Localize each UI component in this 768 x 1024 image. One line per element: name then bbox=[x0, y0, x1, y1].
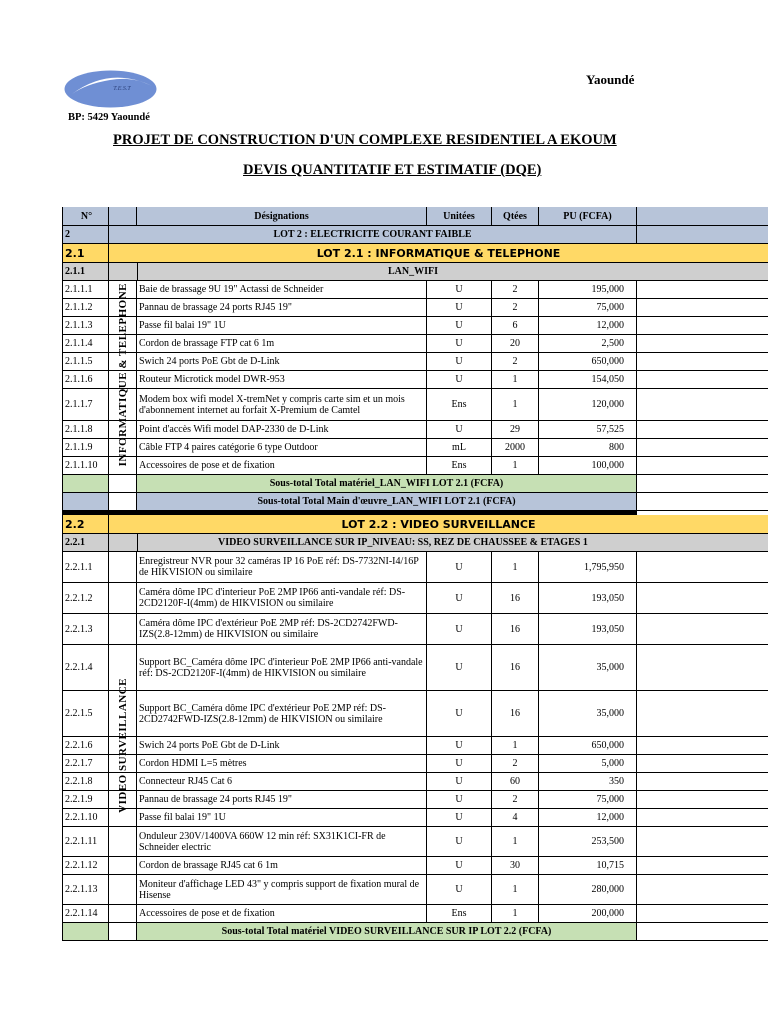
item-quantity: 2000 bbox=[492, 439, 539, 456]
item-number: 2.2.1.3 bbox=[62, 614, 109, 644]
item-unit: U bbox=[427, 827, 492, 856]
item-designation: Accessoires de pose et de fixation bbox=[137, 457, 427, 474]
item-designation: Swich 24 ports PoE Gbt de D-Link bbox=[137, 737, 427, 754]
item-number: 2.2.1.4 bbox=[62, 645, 109, 690]
item-designation: Support BC_Caméra dôme IPC d'extérieur PoE 2MP réf: DS-2CD2742FWD-IZS(2.8-12mm) de HIKVISION ou similaire bbox=[137, 691, 427, 736]
item-row bbox=[62, 335, 768, 353]
item-designation: Onduleur 230V/1400VA 660W 12 min réf: SX31K1CI-FR de Schneider electric bbox=[137, 827, 427, 856]
item-number: 2.2.1.14 bbox=[62, 905, 109, 922]
item-row bbox=[62, 583, 768, 614]
item-designation: Cordon HDMI L=5 mètres bbox=[137, 755, 427, 772]
item-unit: U bbox=[427, 737, 492, 754]
item-unit-price: 57,525 bbox=[539, 421, 637, 438]
subtotal-material-label: Sous-total Total matériel VIDEO SURVEILLANCE SUR IP LOT 2.2 (FCFA) bbox=[137, 923, 637, 940]
item-unit: Ens bbox=[427, 457, 492, 474]
item-quantity: 29 bbox=[492, 421, 539, 438]
item-quantity: 1 bbox=[492, 905, 539, 922]
item-number: 2.2.1.7 bbox=[62, 755, 109, 772]
table-header bbox=[62, 207, 768, 226]
vertical-label-video: VIDEO SURVEILLANCE bbox=[117, 677, 129, 813]
company-logo bbox=[64, 70, 157, 108]
item-unit-price: 193,050 bbox=[539, 614, 637, 644]
section-2-2-1-label: VIDEO SURVEILLANCE SUR IP_NIVEAU: SS, REZ DE CHAUSSEE & ETAGES 1 bbox=[137, 534, 768, 551]
item-row bbox=[62, 827, 768, 857]
item-unit: U bbox=[427, 809, 492, 826]
subtotal-material-row bbox=[62, 475, 768, 493]
item-row bbox=[62, 421, 768, 439]
item-unit: U bbox=[427, 281, 492, 298]
item-unit-price: 75,000 bbox=[539, 299, 637, 316]
item-unit: U bbox=[427, 645, 492, 690]
item-row bbox=[62, 875, 768, 905]
item-designation: Enregistreur NVR pour 32 caméras IP 16 PoE réf: DS-7732NI-I4/16P de HIKVISION ou similaire bbox=[137, 552, 427, 582]
item-unit-price: 195,000 bbox=[539, 281, 637, 298]
item-quantity: 16 bbox=[492, 645, 539, 690]
item-unit-price: 154,050 bbox=[539, 371, 637, 388]
vertical-label-cell bbox=[109, 281, 137, 511]
item-unit-price: 5,000 bbox=[539, 755, 637, 772]
item-unit-price: 650,000 bbox=[539, 737, 637, 754]
item-quantity: 1 bbox=[492, 875, 539, 904]
item-quantity: 16 bbox=[492, 691, 539, 736]
item-designation: Câble FTP 4 paires catégorie 6 type Outdoor bbox=[137, 439, 427, 456]
item-row bbox=[62, 371, 768, 389]
item-designation: Modem box wifi model X-tremNet y compris carte sim et un mois d'abonnement internet au forfait X-Premium de Camtel bbox=[137, 389, 427, 420]
section-2-2-1-row bbox=[62, 534, 768, 552]
item-unit: U bbox=[427, 317, 492, 334]
item-quantity: 2 bbox=[492, 791, 539, 808]
item-unit: U bbox=[427, 335, 492, 352]
item-unit: U bbox=[427, 353, 492, 370]
item-quantity: 2 bbox=[492, 299, 539, 316]
item-row bbox=[62, 645, 768, 691]
item-quantity: 2 bbox=[492, 353, 539, 370]
lot-2-label: LOT 2 : ELECTRICITE COURANT FAIBLE bbox=[109, 226, 637, 243]
item-number: 2.2.1.5 bbox=[62, 691, 109, 736]
subtotal-material-row bbox=[62, 923, 768, 941]
item-unit-price: 120,000 bbox=[539, 389, 637, 420]
item-number: 2.2.1.9 bbox=[62, 791, 109, 808]
logo-text: T.E.S.T bbox=[113, 86, 131, 92]
item-number: 2.2.1.2 bbox=[62, 583, 109, 613]
col-qty: Qtées bbox=[492, 207, 539, 225]
item-designation: Moniteur d'affichage LED 43" y compris support de fixation mural de Hisense bbox=[137, 875, 427, 904]
item-number: 2.2.1.11 bbox=[62, 827, 109, 856]
item-unit: U bbox=[427, 583, 492, 613]
item-quantity: 1 bbox=[492, 827, 539, 856]
item-unit: U bbox=[427, 875, 492, 904]
item-designation: Swich 24 ports PoE Gbt de D-Link bbox=[137, 353, 427, 370]
item-designation: Cordon de brassage RJ45 cat 6 1m bbox=[137, 857, 427, 874]
lot-2-1-row bbox=[62, 244, 768, 263]
col-spacer bbox=[109, 207, 137, 225]
subtotal-material-label: Sous-total Total matériel_LAN_WIFI LOT 2.1 (FCFA) bbox=[137, 475, 637, 492]
item-unit-price: 2,500 bbox=[539, 335, 637, 352]
item-designation: Caméra dôme IPC d'interieur PoE 2MP IP66 anti-vandale réf: DS-2CD2120F-I(4mm) de HIKVISION ou similaire bbox=[137, 583, 427, 613]
document-title: DEVIS QUANTITATIF ET ESTIMATIF (DQE) bbox=[243, 162, 542, 178]
item-number: 2.1.1.1 bbox=[62, 281, 109, 298]
item-unit: U bbox=[427, 371, 492, 388]
item-number: 2.2.1.8 bbox=[62, 773, 109, 790]
item-designation: Passe fil balai 19" 1U bbox=[137, 809, 427, 826]
subtotal-labour-row bbox=[62, 493, 768, 511]
col-unit-price: PU (FCFA) bbox=[539, 207, 637, 225]
item-unit-price: 75,000 bbox=[539, 791, 637, 808]
item-quantity: 20 bbox=[492, 335, 539, 352]
subtotal-number bbox=[62, 493, 109, 510]
item-unit: U bbox=[427, 773, 492, 790]
item-designation: Caméra dôme IPC d'extérieur PoE 2MP réf: DS-2CD2742FWD-IZS(2.8-12mm) de HIKVISION ou similaire bbox=[137, 614, 427, 644]
subtotal-labour-label: Sous-total Total Main d'œuvre_LAN_WIFI LOT 2.1 (FCFA) bbox=[137, 493, 637, 510]
item-unit-price: 12,000 bbox=[539, 317, 637, 334]
item-row bbox=[62, 389, 768, 421]
item-number: 2.2.1.1 bbox=[62, 552, 109, 582]
item-number: 2.1.1.4 bbox=[62, 335, 109, 352]
item-quantity: 1 bbox=[492, 457, 539, 474]
lot-2-row bbox=[62, 226, 768, 244]
item-unit-price: 1,795,950 bbox=[539, 552, 637, 582]
item-row bbox=[62, 299, 768, 317]
item-unit: U bbox=[427, 791, 492, 808]
postal-box: BP: 5429 Yaoundé bbox=[68, 112, 150, 123]
subtotal-number bbox=[62, 923, 109, 940]
item-quantity: 4 bbox=[492, 809, 539, 826]
lot-2-2-row bbox=[62, 515, 768, 534]
item-number: 2.2.1.10 bbox=[62, 809, 109, 826]
col-number: N° bbox=[62, 207, 109, 225]
item-row bbox=[62, 552, 768, 583]
item-designation: Support BC_Caméra dôme IPC d'interieur PoE 2MP IP66 anti-vandale réf: DS-2CD2120F-I(4mm) de HIKVISION ou similaire bbox=[137, 645, 427, 690]
item-designation: Connecteur RJ45 Cat 6 bbox=[137, 773, 427, 790]
item-unit-price: 193,050 bbox=[539, 583, 637, 613]
subtotal-number bbox=[62, 475, 109, 492]
item-row bbox=[62, 737, 768, 755]
city-label: Yaoundé bbox=[586, 72, 635, 87]
item-unit: Ens bbox=[427, 905, 492, 922]
item-number: 2.1.1.6 bbox=[62, 371, 109, 388]
item-unit: U bbox=[427, 691, 492, 736]
item-number: 2.2.1.13 bbox=[62, 875, 109, 904]
item-unit-price: 35,000 bbox=[539, 691, 637, 736]
item-row bbox=[62, 905, 768, 923]
item-unit: U bbox=[427, 755, 492, 772]
item-number: 2.1.1.3 bbox=[62, 317, 109, 334]
item-unit-price: 35,000 bbox=[539, 645, 637, 690]
item-number: 2.1.1.7 bbox=[62, 389, 109, 420]
item-designation: Passe fil balai 19" 1U bbox=[137, 317, 427, 334]
section-2-1-1-label: LAN_WIFI bbox=[137, 263, 768, 280]
item-unit: U bbox=[427, 857, 492, 874]
item-quantity: 16 bbox=[492, 614, 539, 644]
item-row bbox=[62, 457, 768, 475]
col-designation: Désignations bbox=[137, 207, 427, 225]
item-quantity: 1 bbox=[492, 737, 539, 754]
lot-2-1-label: LOT 2.1 : INFORMATIQUE & TELEPHONE bbox=[316, 246, 561, 260]
item-designation: Pannau de brassage 24 ports RJ45 19" bbox=[137, 791, 427, 808]
item-number: 2.1.1.8 bbox=[62, 421, 109, 438]
section-2-1-1-number: 2.1.1 bbox=[62, 263, 109, 280]
item-unit: U bbox=[427, 552, 492, 582]
item-designation: Accessoires de pose et de fixation bbox=[137, 905, 427, 922]
item-row bbox=[62, 281, 768, 299]
item-row bbox=[62, 773, 768, 791]
dqe-table bbox=[62, 207, 768, 1024]
item-unit-price: 200,000 bbox=[539, 905, 637, 922]
col-unit: Unitées bbox=[427, 207, 492, 225]
item-unit: U bbox=[427, 614, 492, 644]
item-designation: Routeur Microtick model DWR-953 bbox=[137, 371, 427, 388]
item-unit-price: 12,000 bbox=[539, 809, 637, 826]
item-unit-price: 800 bbox=[539, 439, 637, 456]
item-number: 2.1.1.5 bbox=[62, 353, 109, 370]
item-row bbox=[62, 353, 768, 371]
item-designation: Point d'accès Wifi model DAP-2330 de D-Link bbox=[137, 421, 427, 438]
item-unit-price: 350 bbox=[539, 773, 637, 790]
item-unit-price: 10,715 bbox=[539, 857, 637, 874]
item-row bbox=[62, 439, 768, 457]
item-quantity: 60 bbox=[492, 773, 539, 790]
item-unit: mL bbox=[427, 439, 492, 456]
item-quantity: 6 bbox=[492, 317, 539, 334]
item-number: 2.1.1.9 bbox=[62, 439, 109, 456]
item-row bbox=[62, 791, 768, 809]
lot-2-2-label: LOT 2.2 : VIDEO SURVEILLANCE bbox=[341, 517, 536, 531]
section-2-1-1-row bbox=[62, 263, 768, 281]
item-quantity: 1 bbox=[492, 552, 539, 582]
project-title: PROJET DE CONSTRUCTION D'UN COMPLEXE RESIDENTIEL A EKOUM bbox=[113, 132, 617, 148]
item-row bbox=[62, 809, 768, 827]
item-number: 2.1.1.10 bbox=[62, 457, 109, 474]
item-number: 2.1.1.2 bbox=[62, 299, 109, 316]
item-unit: U bbox=[427, 421, 492, 438]
vertical-label-informatique: INFORMATIQUE & TELEPHONE bbox=[117, 283, 129, 467]
vertical-label-cell bbox=[109, 552, 137, 941]
lot-2-2-number: 2.2 bbox=[62, 515, 109, 533]
item-row bbox=[62, 755, 768, 773]
item-number: 2.2.1.6 bbox=[62, 737, 109, 754]
item-unit-price: 280,000 bbox=[539, 875, 637, 904]
item-unit-price: 650,000 bbox=[539, 353, 637, 370]
item-quantity: 2 bbox=[492, 281, 539, 298]
item-row bbox=[62, 614, 768, 645]
item-quantity: 30 bbox=[492, 857, 539, 874]
item-row bbox=[62, 317, 768, 335]
item-unit-price: 253,500 bbox=[539, 827, 637, 856]
lot-2-number: 2 bbox=[62, 226, 109, 243]
item-quantity: 1 bbox=[492, 389, 539, 420]
item-unit-price: 100,000 bbox=[539, 457, 637, 474]
item-quantity: 2 bbox=[492, 755, 539, 772]
item-quantity: 1 bbox=[492, 371, 539, 388]
item-designation: Pannau de brassage 24 ports RJ45 19" bbox=[137, 299, 427, 316]
section-2-2-1-number: 2.2.1 bbox=[62, 534, 109, 551]
item-unit: U bbox=[427, 299, 492, 316]
item-unit: Ens bbox=[427, 389, 492, 420]
lot-2-1-number: 2.1 bbox=[62, 244, 109, 262]
item-quantity: 16 bbox=[492, 583, 539, 613]
item-row bbox=[62, 857, 768, 875]
item-designation: Cordon de brassage FTP cat 6 1m bbox=[137, 335, 427, 352]
item-row bbox=[62, 691, 768, 737]
item-number: 2.2.1.12 bbox=[62, 857, 109, 874]
item-designation: Baie de brassage 9U 19" Actassi de Schneider bbox=[137, 281, 427, 298]
